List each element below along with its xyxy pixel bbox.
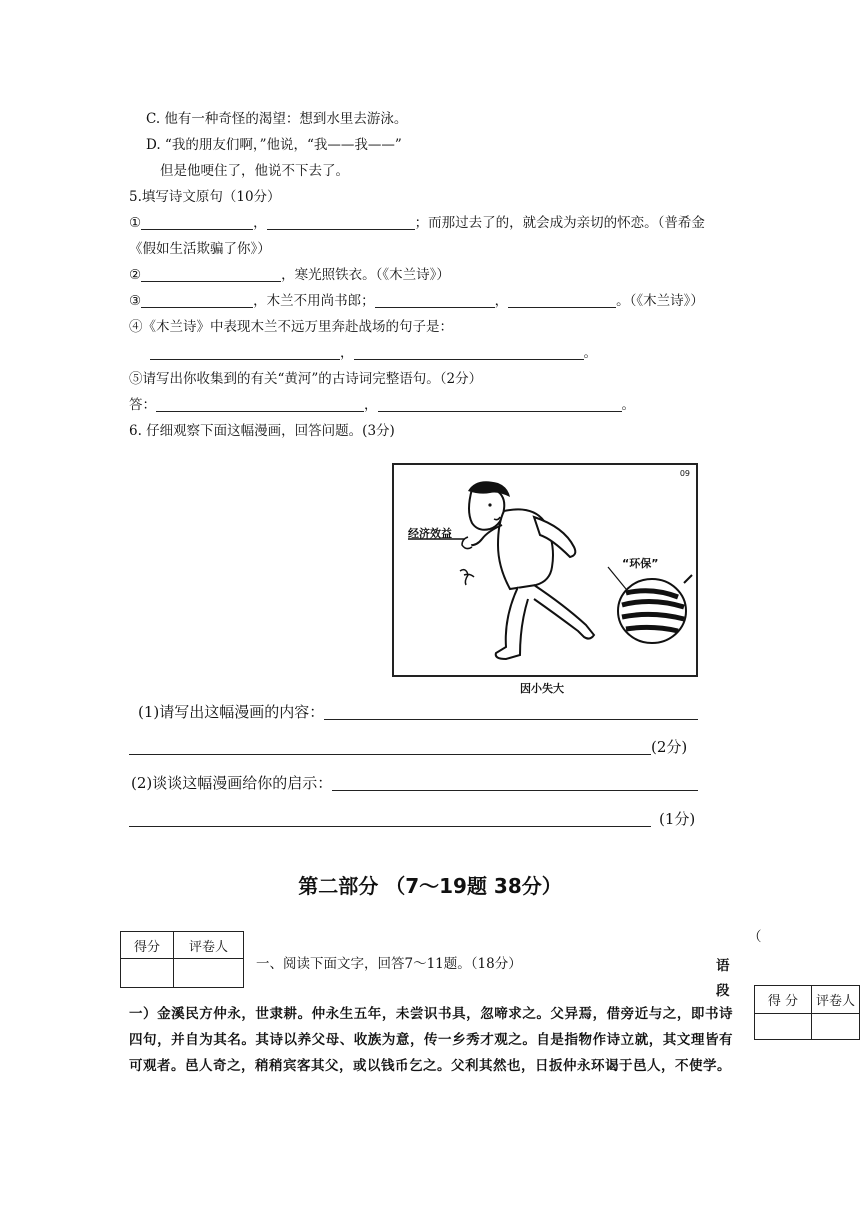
comic-corner-number: 09	[679, 469, 690, 478]
blank-3c[interactable]	[508, 293, 616, 308]
comic-label-economy: 经济效益	[408, 527, 452, 540]
grader-head: 评卷人	[174, 932, 244, 959]
separator: ，	[340, 345, 354, 361]
end-mark: 。	[621, 397, 635, 413]
reading-passage: 一）金溪民方仲永，世隶耕。仲永生五年，未尝识书具，忽啼求之。父异焉，借旁近与之，即书诗四句，并自为其名。其诗以养父母、收族为意，传一乡秀才观之。自是指物作诗立就，其文理皆有可观者。邑人奇之，稍稍宾客其父，或以钱币乞之。父利其然也，日扳仲永环谒于邑人，不使学。	[129, 1006, 733, 1074]
q5-line-2-text: ，寒光照铁衣。（《木兰诗》）	[281, 267, 450, 283]
separator: ，	[253, 215, 267, 231]
part-two-title: 第二部分 （7～19题 38分）	[298, 874, 562, 898]
paren-mark: （	[748, 929, 762, 945]
q5-line-2	[129, 266, 450, 284]
q5-line-3	[129, 292, 704, 310]
q6-sub2-line2	[129, 810, 695, 828]
q5-line-4-answer	[150, 344, 597, 362]
option-d: D. “我的朋友们啊，”他说，“我——我——”	[146, 137, 402, 153]
section-heading: 一、阅读下面文字，回答7～11题。（18分）	[256, 956, 522, 972]
q6-sub1-label: (1)请写出这幅漫画的内容：	[138, 703, 325, 721]
end-mark: 。	[583, 345, 597, 361]
blank-4b[interactable]	[354, 345, 584, 360]
answer-label: 答：	[129, 397, 156, 413]
q5-line-3-text: ，木兰不用尚书郎；	[253, 293, 375, 309]
q6-sub1	[138, 703, 698, 721]
blank-3b[interactable]	[375, 293, 495, 308]
blank-5a[interactable]	[156, 397, 364, 412]
comic-label-environment: “环保”	[622, 557, 659, 570]
option-d-continued: 但是他哽住了，他说不下去了。	[160, 163, 349, 179]
blank-1b[interactable]	[267, 215, 415, 230]
q5-line-1	[129, 214, 705, 232]
q5-line-1-text: ；而那过去了的，就会成为亲切的怀恋。（普希金	[414, 215, 705, 231]
blank-6-1b[interactable]	[129, 740, 651, 755]
q5-line-4: ④《木兰诗》中表现木兰不远万里奔赴战场的句子是：	[129, 319, 453, 335]
grader-cell[interactable]	[812, 1014, 860, 1040]
score-cell[interactable]	[121, 959, 174, 988]
blank-3a[interactable]	[141, 293, 253, 308]
score-cell[interactable]	[755, 1014, 812, 1040]
q6-sub2-label: (2)谈谈这幅漫画给你的启示：	[131, 774, 333, 792]
circle-3-marker: ③	[129, 293, 142, 309]
blank-6-2a[interactable]	[332, 776, 698, 791]
blank-4a[interactable]	[150, 345, 340, 360]
q6-sub2	[131, 774, 698, 792]
score-head: 得分	[121, 932, 174, 959]
score-box-right	[754, 985, 860, 1040]
blank-5b[interactable]	[378, 397, 622, 412]
q5-line-5: ⑤请写出你收集到的有关“黄河”的古诗词完整语句。（2分）	[129, 371, 483, 387]
q6-sub1-line2	[129, 738, 687, 756]
blank-6-1a[interactable]	[324, 705, 698, 720]
separator: ，	[494, 293, 509, 309]
grader-head: 评卷人	[812, 986, 860, 1014]
q6-heading: 6. 仔细观察下面这幅漫画，回答问题。(3分)	[129, 423, 395, 439]
q5-heading: 5.填写诗文原句（10分）	[129, 189, 281, 205]
q5-line-5-answer	[129, 396, 635, 414]
circle-1-marker: ①	[129, 215, 142, 231]
q5-line-3-source: 。（《木兰诗》）	[616, 293, 704, 309]
grader-cell[interactable]	[174, 959, 244, 988]
score-box	[120, 931, 244, 988]
blank-2[interactable]	[141, 267, 281, 282]
score-head: 得 分	[755, 986, 812, 1014]
option-c: C. 他有一种奇怪的渴望：想到水里去游泳。	[146, 111, 408, 127]
side-char-1: 语	[716, 958, 730, 974]
cartoon-image	[392, 463, 698, 677]
q5-line-1-source: 《假如生活欺骗了你》）	[129, 241, 271, 257]
blank-1a[interactable]	[141, 215, 253, 230]
separator: ，	[364, 397, 378, 413]
blank-6-2b[interactable]	[129, 812, 651, 827]
circle-2-marker: ②	[129, 267, 142, 283]
q6-sub2-score: (1分)	[659, 810, 696, 828]
q6-sub1-score: (2分)	[651, 738, 688, 756]
side-char-2: 段	[716, 983, 730, 999]
comic-caption: 因小失大	[520, 682, 564, 695]
